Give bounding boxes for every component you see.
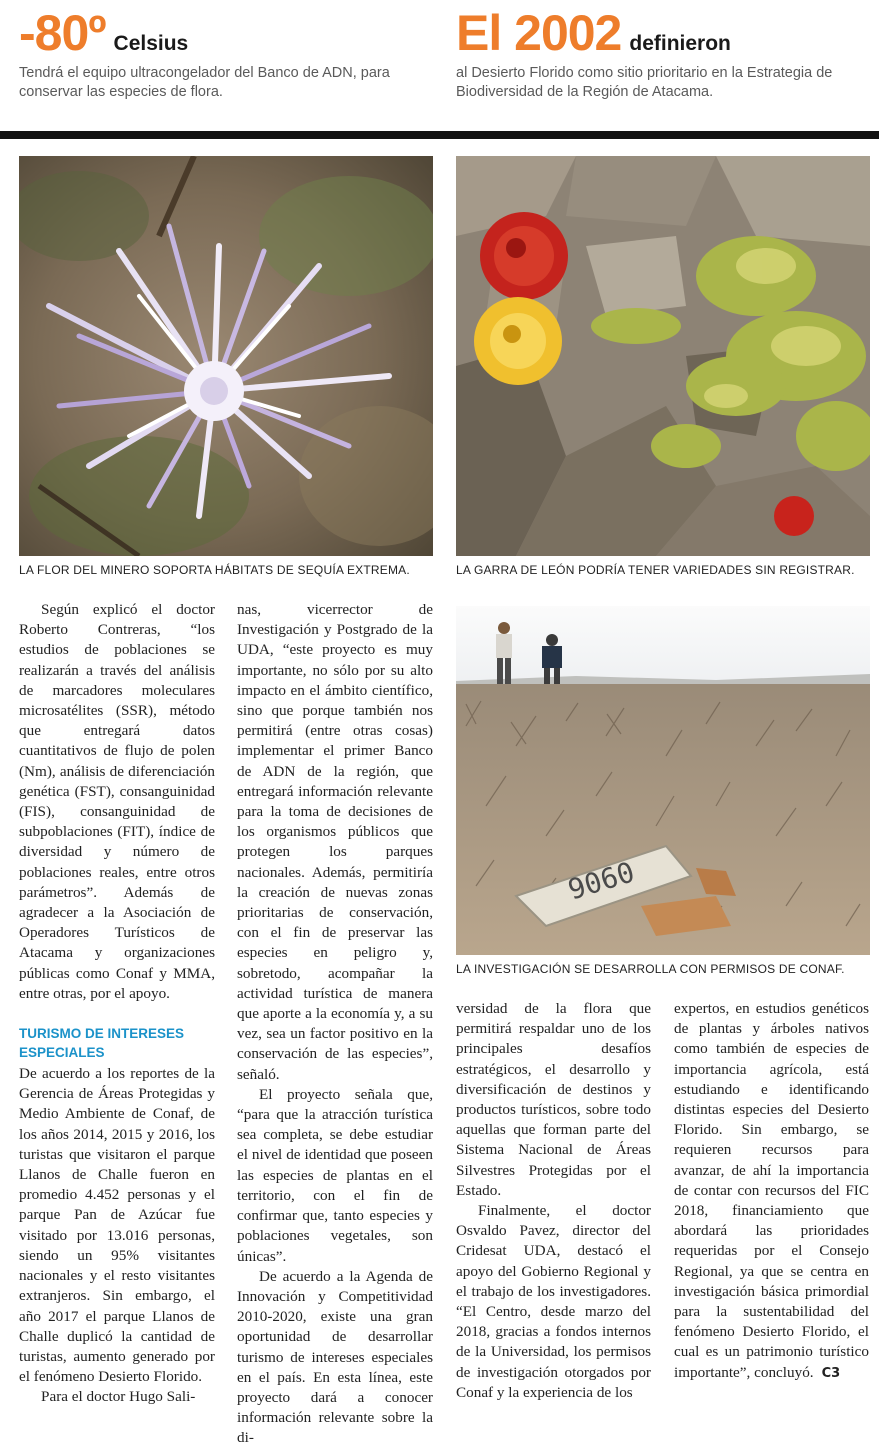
stat-2002-description-line-2: Biodiversidad de la Región de Atacama. [456,84,714,100]
photo-investigacion [456,606,870,955]
stat-celsius-unit: Celsius [113,32,189,55]
photo-flor-del-minero [19,156,433,556]
article-col2-paragraph-1: nas, vicerrector de Investigación y Postgrado de la UDA, “este proyecto es muy importante, no sólo por su alto impacto en el ámbito científico, sino que porque también nos permitirá (entre otras cosas) implementar el primer Banco de ADN de la región, que entregará información relevante para la toma de decisiones de los organismos públicos que protegen los parques nacionales. Además, permitiría la creación de nuevas zonas prioritarias de conservación, con el fin de preservar las especies en peligro y, sobretodo, acompañar la actividad turística de manera que aporte a la economía y, a su vez, sea un factor positivo en la conservación de las especies”, señaló. [237,601,433,1083]
stat-2002-description-line-1: al Desierto Florido como sitio prioritario en la Estrategia de [456,65,833,81]
stat-celsius-headline [19,5,390,61]
subhead-turismo: TURISMO DE INTERESES ESPECIALES [19,1026,185,1061]
article-column-2 [237,600,433,1449]
rocks-flowers-illustration [456,156,870,556]
desert-field-illustration [456,606,870,955]
caption-flor-del-minero: LA FLOR DEL MINERO SOPORTA HÁBITATS DE SEQUÍA EXTREMA. [19,563,410,577]
stat-celsius-description-line-2: conservar las especies de flora. [19,84,223,100]
flower-illustration [19,156,433,556]
article-col2-paragraph-2: El proyecto señala que, “para que la atracción turística sea completa, se debe estudiar el nivel de identidad que poseen las especies de plantas en el territorio, con el fin de confirmar que, tanto especies y poblaciones vegetales, son únicas”. [237,1085,433,1265]
stat-2002-unit: definieron [629,32,731,55]
plaque-number: 9060 [564,855,639,907]
article-col4-paragraph-1 [674,999,869,1384]
stat-celsius-description-line-1: Tendrá el equipo ultracongelador del Banco de ADN, para [19,65,390,81]
article-column-3 [456,999,651,1403]
caption-investigacion: LA INVESTIGACIÓN SE DESARROLLA CON PERMISOS DE CONAF. [456,962,845,976]
photo-garra-de-leon [456,156,870,556]
article-col3-paragraph-1: versidad de la flora que permitirá respaldar uno de los principales desafíos estratégicos, el desarrollo y diversificación de destinos y productos turísticos, sobre todo aquellas que forman parte del Sistema Nacional de Áreas Silvestres Protegidas por el Estado. [456,1000,651,1199]
article-column-1 [19,600,215,1408]
stat-2002-description [456,64,832,102]
caption-garra-de-leon: LA GARRA DE LEÓN PODRÍA TENER VARIEDADES SIN REGISTRAR. [456,563,855,577]
article-col2-paragraph-3: De acuerdo a la Agenda de Innovación y Competitividad 2010-2020, existe una gran oportunidad de desarrollar turismo de intereses especiales en el país. En esta línea, este proyecto dará a conocer información relevante sobre la di- [237,1267,433,1447]
article-col1-paragraph-3: Para el doctor Hugo Sali- [41,1388,196,1406]
stat-celsius [19,5,390,102]
section-divider [0,131,879,139]
article-col3-paragraph-2: Finalmente, el doctor Osvaldo Pavez, director del Cridesat UDA, destacó el apoyo del Gobierno Regional y el trabajo de los investigadores. “El Centro, desde marzo del 2018, gracias a fondos internos de la Universidad, los permisos de investigación otorgados por Conaf y la experiencia de los [456,1202,651,1401]
end-mark: C3 [821,1365,841,1381]
stat-celsius-description [19,64,390,102]
article-column-4 [674,999,869,1384]
stat-2002-headline [456,5,832,61]
article-col1-paragraph-2: De acuerdo a los reportes de la Gerencia de Áreas Protegidas y Medio Ambiente de Conaf, de los años 2014, 2015 y 2016, los turistas que visitaron el parque Llanos de Challe fueron en promedio 4.452 personas y el parque Pan de Azúcar fue visitado por 13.016 personas, siendo un 95% visitantes nacionales y el resto visitantes extranjeros. Sin embargo, el año 2017 el parque Llanos de Challe duplicó la cantidad de turistas, aumento generado por el fenómeno Desierto Florido. [19,1065,215,1386]
stat-2002 [456,5,833,102]
stat-celsius-number: -80º [19,5,106,61]
article-col4-text: expertos, en estudios genéticos de plantas y árboles nativos como también de especies de importancia agrícola, está estudiando e identificando distintas especies del Desierto Florido. Sin embargo, se requieren recursos para avanzar, de ahí la importancia de contar con recursos del FIC 2018, financiamiento que abordará las prioridades requeridas por el Consejo Regional, ya que se centra en investigación básica primordial para la sustentabilidad del fenómeno Desierto Florido, el cual es un patrimonio turístico importante”, concluyó. [674,1000,869,1381]
stat-2002-number: El 2002 [456,5,622,61]
article-col1-paragraph-1: Según explicó el doctor Roberto Contreras, “los estudios de poblaciones se realizarán a través del análisis de marcadores moleculares microsatélites (SSR), método que entregará datos cuantitativos de flujo de polen (Nm), análisis de diferenciación genética (FST), consanguinidad (FIS), consanguinidad de subpoblaciones (FIT), índice de diversidad y número de poblaciones reales, entre otros parámetros”. Además de agradecer a la Asociación de Operadores Turísticos de Atacama y organizaciones públicas como Conaf y MMA, entre otras, por el apoyo. [19,601,215,1002]
